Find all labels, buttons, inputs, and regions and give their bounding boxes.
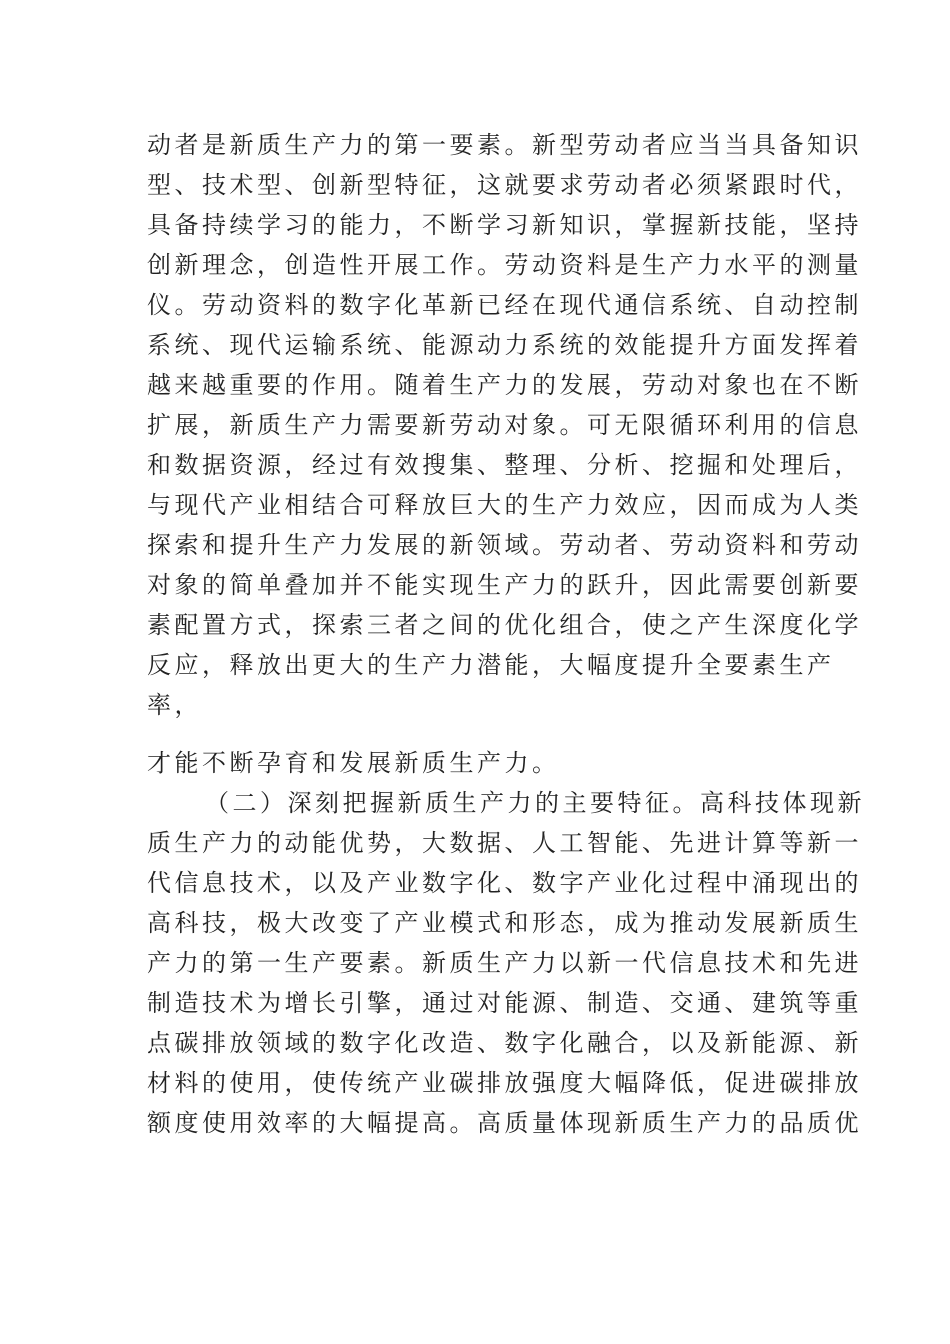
text-line: 产力的第一生产要素。新质生产力以新一代信息技术和先进 (147, 949, 862, 977)
text-line: 对象的简单叠加并不能实现生产力的跃升，因此需要创新要 (147, 571, 862, 599)
text-line: 反应，释放出更大的生产力潜能，大幅度提升全要素生产 (147, 651, 835, 679)
text-line: 与现代产业相结合可释放巨大的生产力效应，因而成为人类 (147, 491, 862, 519)
text-line: 质生产力的动能优势，大数据、人工智能、先进计算等新一 (147, 829, 862, 857)
body-text (147, 125, 865, 1143)
text-line: 才能不断孕育和发展新质生产力。 (147, 749, 560, 777)
text-line: 扩展，新质生产力需要新劳动对象。可无限循环利用的信息 (147, 411, 862, 439)
text-line: 探索和提升生产力发展的新领域。劳动者、劳动资料和劳动 (147, 531, 862, 559)
text-line: 仪。劳动资料的数字化革新已经在现代通信系统、自动控制 (147, 291, 862, 319)
text-line: 率， (147, 691, 202, 719)
text-line: 创新理念，创造性开展工作。劳动资料是生产力水平的测量 (147, 251, 862, 279)
text-line: 代信息技术，以及产业数字化、数字产业化过程中涌现出的 (147, 869, 862, 897)
text-line: 具备持续学习的能力，不断学习新知识，掌握新技能，坚持 (147, 211, 862, 239)
text-line: 系统、现代运输系统、能源动力系统的效能提升方面发挥着 (147, 331, 862, 359)
text-line: 素配置方式，探索三者之间的优化组合，使之产生深度化学 (147, 611, 862, 639)
text-line: 额度使用效率的大幅提高。高质量体现新质生产力的品质优 (147, 1109, 862, 1137)
text-line: 点碳排放领域的数字化改造、数字化融合，以及新能源、新 (147, 1029, 862, 1057)
text-line: 越来越重要的作用。随着生产力的发展，劳动对象也在不断 (147, 371, 862, 399)
text-line: 型、技术型、创新型特征，这就要求劳动者必须紧跟时代， (147, 171, 862, 199)
text-line: 高科技，极大改变了产业模式和形态，成为推动发展新质生 (147, 909, 862, 937)
text-line: 制造技术为增长引擎，通过对能源、制造、交通、建筑等重 (147, 989, 862, 1017)
paragraph-gap (147, 725, 817, 743)
text-line: 和数据资源，经过有效搜集、整理、分析、挖掘和处理后， (147, 451, 862, 479)
text-line: 材料的使用，使传统产业碳排放强度大幅降低，促进碳排放 (147, 1069, 862, 1097)
text-line: 动者是新质生产力的第一要素。新型劳动者应当当具备知识 (147, 131, 862, 159)
section-heading-line: （二）深刻把握新质生产力的主要特征。高科技体现新 (205, 789, 865, 817)
